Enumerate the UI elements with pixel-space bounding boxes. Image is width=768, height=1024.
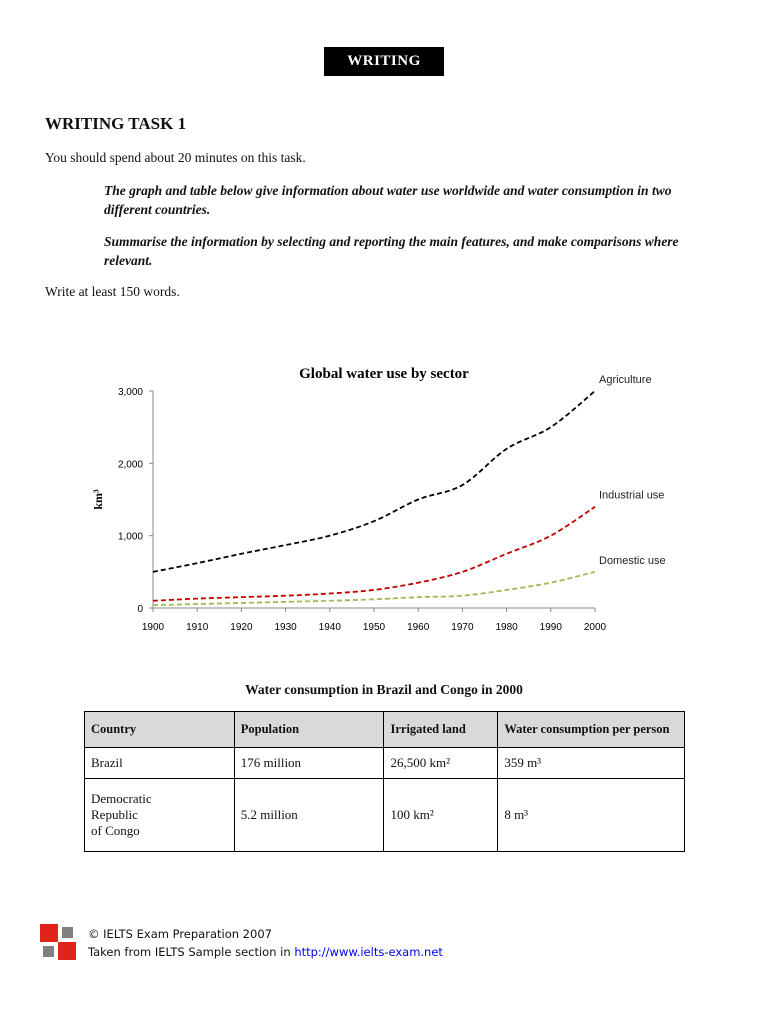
x-tick-label: 1900 <box>141 622 165 633</box>
section-header-label: WRITING <box>347 53 421 69</box>
table-cell: Brazil <box>85 748 235 779</box>
table-cell: 359 m³ <box>498 748 685 779</box>
y-tick-label: 0 <box>137 604 143 615</box>
instruction-1: The graph and table below give information about water use worldwide and water consumption in two different countries. <box>104 183 672 217</box>
water-use-chart <box>80 355 720 645</box>
table-caption: Water consumption in Brazil and Congo in 2000 <box>245 682 523 697</box>
series-line-domestic-use <box>153 572 595 605</box>
series-label: Industrial use <box>599 489 665 502</box>
country-line: of Congo <box>91 823 140 838</box>
table-row <box>85 748 685 779</box>
y-tick-label: 1,000 <box>117 531 143 543</box>
x-tick-label: 1980 <box>495 622 518 633</box>
time-note: You should spend about 20 minutes on this task. <box>45 150 306 165</box>
table-cell: 100 km² <box>384 779 498 852</box>
x-tick-label: 1970 <box>451 622 474 633</box>
column-header: Water consumption per person <box>498 712 685 748</box>
x-tick-label: 1960 <box>407 622 430 633</box>
footer-text <box>88 925 528 961</box>
table-cell: 8 m³ <box>498 779 685 852</box>
word-count-note: Write at least 150 words. <box>45 284 180 299</box>
logo-square-red <box>40 924 58 942</box>
copyright-line: © IELTS Exam Preparation 2007 <box>88 927 272 941</box>
table-header-row <box>85 712 685 748</box>
column-header: Irrigated land <box>384 712 498 748</box>
x-tick-label: 1940 <box>318 622 341 633</box>
y-axis-label: km³ <box>91 489 105 510</box>
x-tick-label: 1930 <box>274 622 297 633</box>
table-cell: 26,500 km² <box>384 748 498 779</box>
series-label: Agriculture <box>599 374 652 386</box>
x-tick-label: 1950 <box>362 622 386 633</box>
table-row <box>85 779 685 852</box>
logo-square-gray <box>62 927 73 938</box>
x-tick-label: 1920 <box>230 622 253 633</box>
table-cell: 176 million <box>234 748 384 779</box>
task-title: WRITING TASK 1 <box>45 114 187 133</box>
section-header <box>324 47 444 76</box>
chart-title: Global water use by sector <box>299 366 469 382</box>
table-cell <box>85 779 235 852</box>
series-line-agriculture <box>153 391 595 572</box>
source-prefix: Taken from IELTS Sample section in <box>88 945 295 959</box>
x-tick-label: 1990 <box>539 622 562 633</box>
ielts-logo-icon <box>40 924 80 960</box>
source-link[interactable]: http://www.ielts-exam.net <box>294 945 443 959</box>
logo-square-gray <box>43 946 54 957</box>
source-line <box>88 943 528 961</box>
instruction-2: Summarise the information by selecting and reporting the main features, and make comparisons where relevant. <box>104 234 679 268</box>
y-tick-label: 2,000 <box>117 459 143 471</box>
series-label: Domestic use <box>599 554 666 567</box>
column-header: Population <box>234 712 384 748</box>
y-tick-label: 3,000 <box>117 387 143 398</box>
country-line: Democratic <box>91 791 152 806</box>
x-tick-label: 2000 <box>583 622 607 633</box>
table-cell: 5.2 million <box>234 779 384 852</box>
x-tick-label: 1910 <box>186 622 209 633</box>
water-consumption-table <box>84 711 685 852</box>
logo-square-red <box>58 942 76 960</box>
country-line: Republic <box>91 807 138 822</box>
column-header: Country <box>85 712 235 748</box>
